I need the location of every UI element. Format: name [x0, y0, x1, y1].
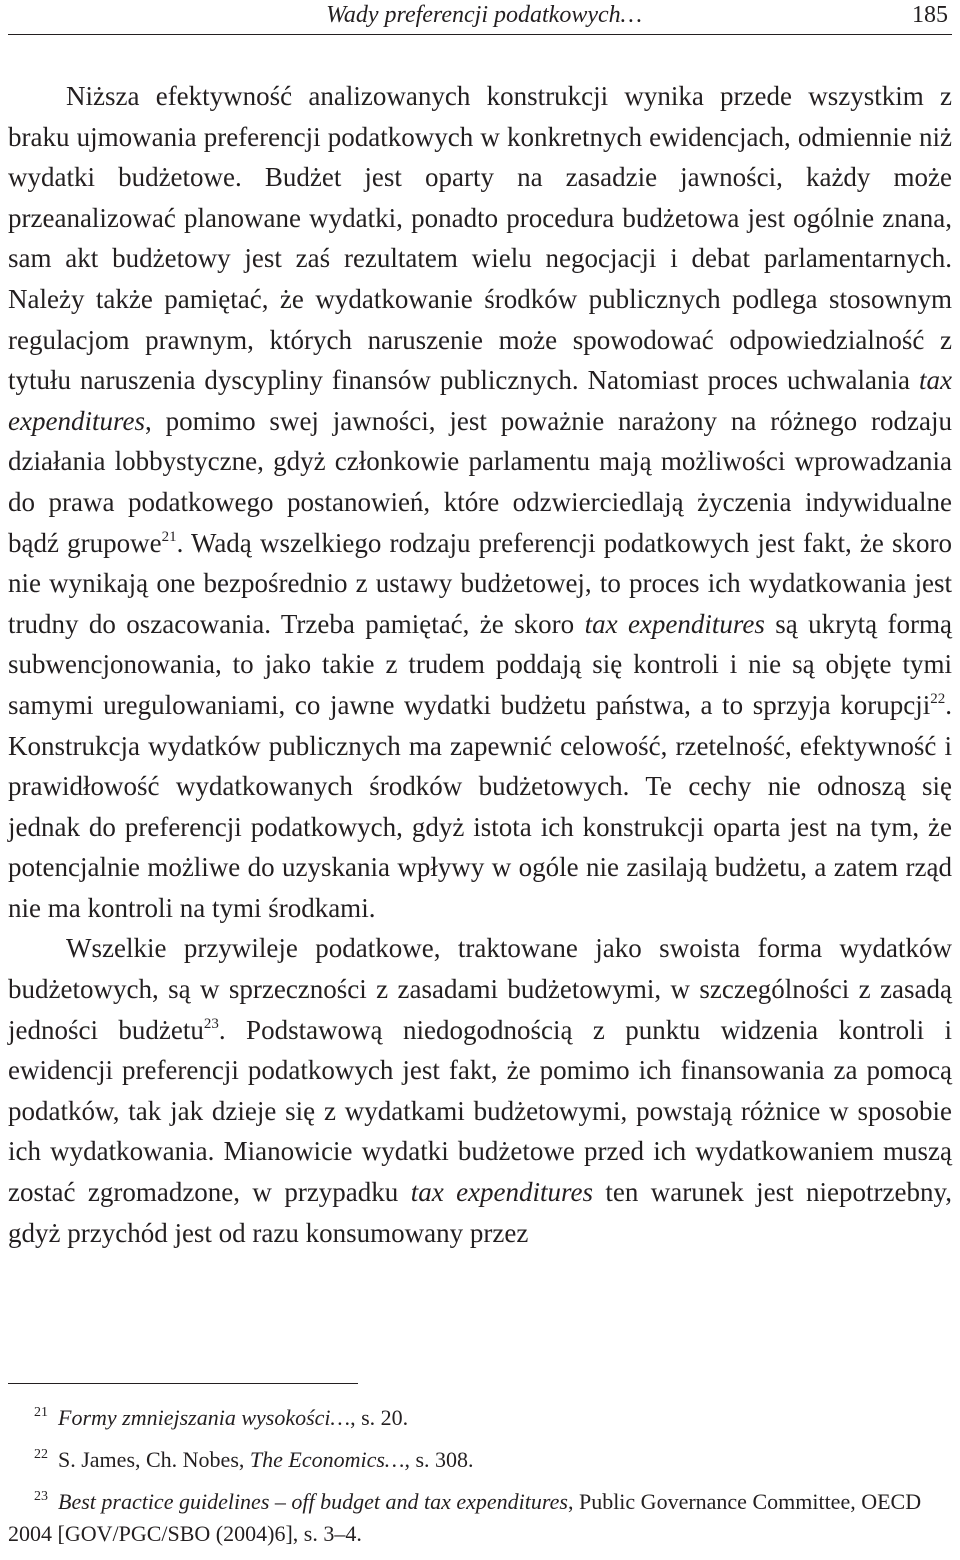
footnote-text: , s. 308.: [404, 1447, 474, 1472]
text-run: . Podstawową niedogodnością z punktu widzenia kontroli i ewidencji preferencji podatkowych jest fakt, że pomimo ich finansowania za pomocą podatków, tak jak dzieje się z wydatkami budżetowymi, powstają różnice w sposobie ich wydatkowania. Mianowicie wydatki budżetowe przed ich wydatkowaniem muszą zostać zgromadzone, w przypadku: [8, 1014, 952, 1208]
footnote-text: , s. 20.: [350, 1405, 409, 1430]
paragraph: [8, 76, 952, 928]
footnote-ref[interactable]: 21: [161, 528, 177, 545]
text-run: . Konstrukcja wydatków publicznych ma zapewnić celowość, rzetelność, efektywność i prawidłowość wydatkowanych środków budżetowych. Te cechy nie odnoszą się jednak do preferencji podatkowych, gdyż istota ich konstrukcji oparta jest na tym, że potencjalnie możliwe do uzyskania wpływy w ogóle nie zasilają budżetu, a zatem rząd nie ma kontroli na tymi środkami.: [8, 689, 952, 923]
footnote-title: Formy zmniejszania wysokości…: [58, 1405, 351, 1430]
footnote-title: Best practice guidelines – off budget and tax expenditures: [58, 1489, 568, 1514]
footnote-separator: [8, 1383, 358, 1384]
paragraph: [8, 928, 952, 1253]
page-header: [8, 0, 952, 35]
body-text: [8, 76, 952, 1253]
text-run: są ukrytą formą subwencjonowania, to jako takie z trudem poddają się kontroli i nie są objęte tymi samymi uregulowaniami, co jawne wydatki budżetu państwa, a to sprzyja korupcji: [8, 608, 952, 720]
text-run: Niższa efektywność analizowanych konstrukcji wynika przede wszystkim z braku ujmowania preferencji podatkowych w konkretnych ewidencjach, odmiennie niż wydatki budżetowe. Budżet jest oparty na zasadzie jawności, każdy może przeanalizować planowane wydatki, ponadto procedura budżetowa jest ogólnie znana, sam akt budżetowy jest zaś rezultatem wielu negocjacji i debat parlamentarnych. Należy także pamiętać, że wydatkowanie środków publicznych podlega stosownym regulacjom prawnym, których naruszenie może spowodować odpowiedzialność z tytułu naruszenia dyscypliny finansów publicznych. Natomiast proces uchwalania: [8, 81, 952, 396]
footnote-text: S. James, Ch. Nobes,: [58, 1447, 250, 1472]
footnote: [8, 1486, 952, 1550]
page-number: 185: [912, 2, 948, 28]
text-run: Wszelkie przywileje podatkowe, traktowane jako swoista forma wydatków budżetowych, są w sprzeczności z zasadami budżetowymi, w szczególności z zasadą jedności budżetu: [8, 933, 952, 1045]
footnote-text: , Public Governance Committee, OECD 2004 [GOV/PGC/SBO (2004)6], s. 3–4.: [8, 1489, 922, 1546]
footnotes: [8, 1402, 952, 1560]
footnote-number: 22: [34, 1447, 48, 1462]
footnote-ref[interactable]: 23: [203, 1015, 219, 1032]
italic-term: tax expenditures: [8, 365, 952, 436]
footnote-number: 23: [34, 1489, 48, 1504]
text-run: , pomimo swej jawności, jest poważnie narażony na różnego rodzaju działania lobbystyczne, gdyż członkowie parlamentu mają możliwości wprowadzania do prawa podatkowego postanowień, które odzwierciedlają życzenia indywidualne bądź grupowe: [8, 405, 952, 558]
footnote: [8, 1402, 952, 1434]
footnote-title: The Economics…: [249, 1447, 405, 1472]
italic-term: tax expenditures: [410, 1177, 594, 1208]
text-run: . Wadą wszelkiego rodzaju preferencji podatkowych jest fakt, że skoro nie wynikają one bezpośrednio z ustawy budżetowej, to proces ich wydatkowania jest trudny do oszacowania. Trzeba pamiętać, że skoro: [8, 527, 952, 639]
italic-term: tax expenditures: [584, 608, 765, 639]
text-run: ten warunek jest niepotrzebny, gdyż przychód jest od razu konsumowany przez: [8, 1177, 952, 1248]
footnote: [8, 1444, 952, 1476]
footnote-number: 21: [34, 1405, 48, 1420]
footnote-ref[interactable]: 22: [930, 690, 946, 707]
running-title: Wady preferencji podatkowych…: [326, 2, 642, 28]
